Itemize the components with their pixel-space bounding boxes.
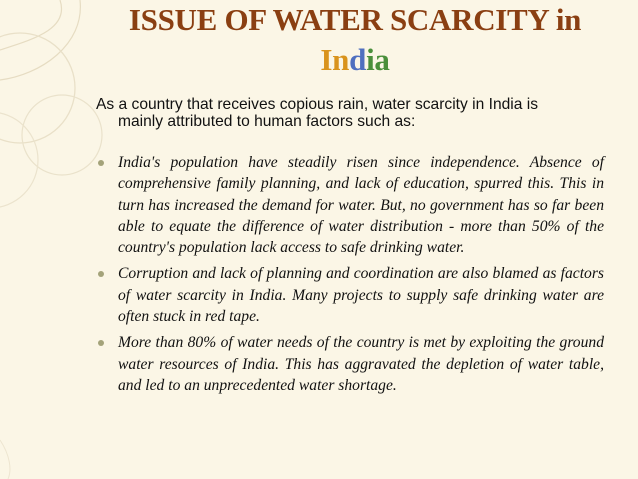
bullet-dot-icon	[98, 271, 104, 277]
intro-text	[96, 96, 611, 130]
bullet-list	[98, 152, 604, 401]
bullet-item-groundwater	[98, 332, 604, 396]
title-line-2	[80, 42, 630, 77]
title-india-part-3: ia	[366, 42, 390, 77]
bullet-text: Corruption and lack of planning and coordination are also blamed as factors of water scarcity in India. Many projects to supply safe drinking water are often stuck in red tape.	[118, 265, 604, 326]
bullet-dot-icon	[98, 160, 104, 166]
title-line-1: ISSUE OF WATER SCARCITY in	[128, 2, 582, 37]
bullet-item-corruption	[98, 263, 604, 327]
bullet-item-population	[98, 152, 604, 258]
bullet-text: More than 80% of water needs of the country is met by exploiting the ground water resources of India. This has aggravated the depletion of water table, and led to an unprecedented water shortage.	[118, 334, 604, 394]
bullet-text: India's population have steadily risen since independence. Absence of comprehensive family planning, and lack of education, spurred this. This in turn has increased the demand for water. But, no government has so far been able to equate the difference of water distribution - more than 50% of the country's population lack access to safe drinking water.	[118, 154, 604, 257]
title-india-part-1: In	[320, 42, 350, 77]
intro-line-2: mainly attributed to human factors such as:	[118, 113, 416, 130]
intro-line-1: As a country that receives copious rain, water scarcity in India is	[96, 96, 539, 113]
slide-title	[80, 2, 630, 77]
title-india-part-2: d	[349, 42, 367, 77]
bullet-dot-icon	[98, 340, 104, 346]
